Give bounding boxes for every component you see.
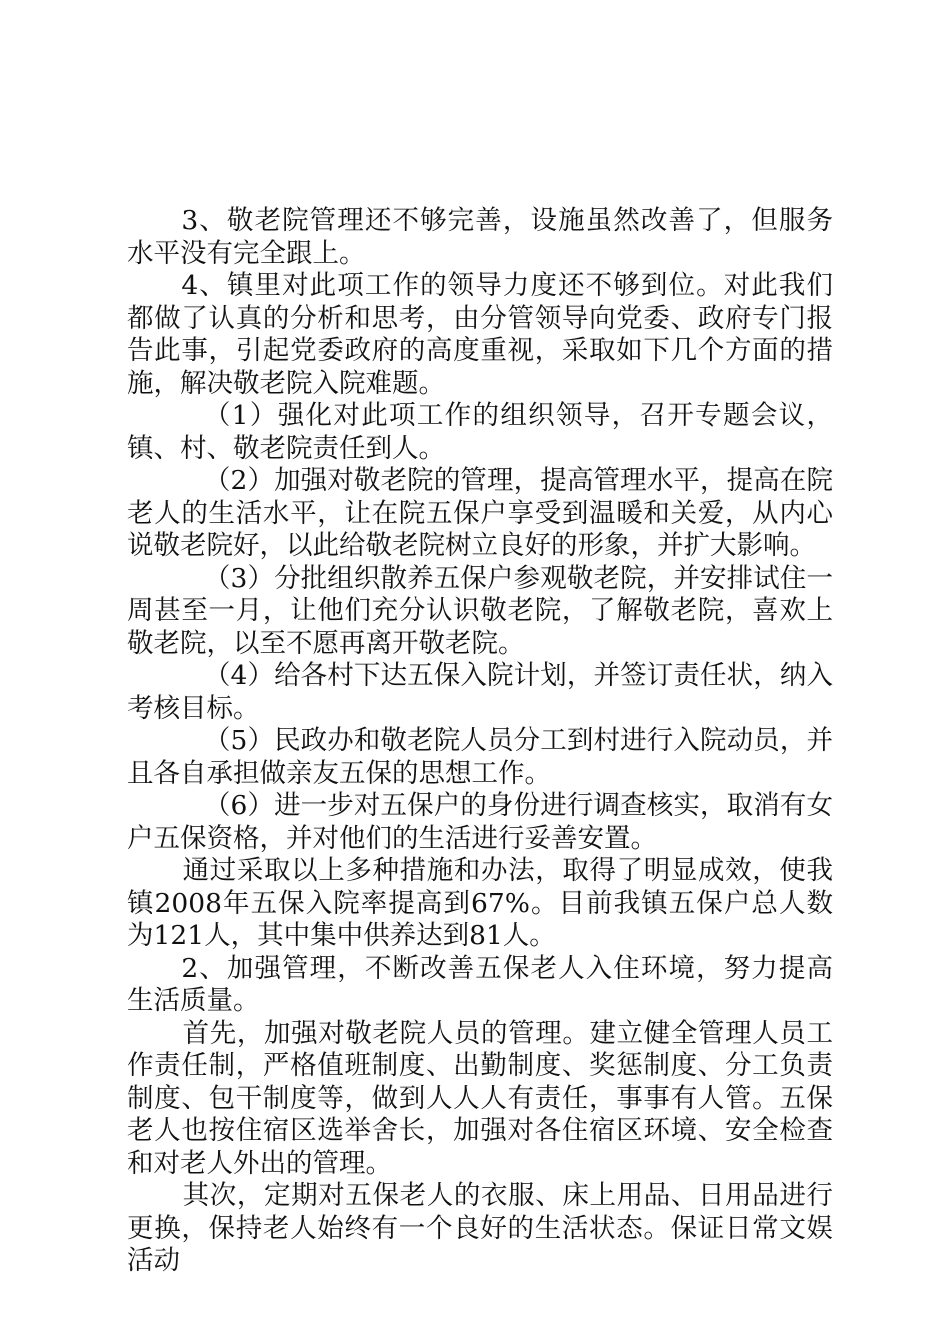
paragraph-staff-management: 首先，加强对敬老院人员的管理。建立健全管理人员工作责任制，严格值班制度、出勤制度、奖惩制度、分工负责制度、包干制度等，做到人人人有责任，事事有人管。五保老人也按住宿区选举舍长，加强对各住宿区环境、安全检查和对老人外出的管理。 — [127, 1017, 833, 1179]
paragraph-measure-6: （6）进一步对五保户的身份进行调查核实，取消有女户五保资格，并对他们的生活进行妥善安置。 — [127, 790, 833, 854]
paragraph-measure-4: （4）给各村下达五保入院计划，并签订责任状，纳入考核目标。 — [127, 660, 833, 724]
paragraph-management-issue: 3、敬老院管理还不够完善，设施虽然改善了，但服务水平没有完全跟上。 — [127, 205, 833, 269]
document-page — [127, 205, 833, 1278]
paragraph-section-2-heading: 2、加强管理，不断改善五保老人入住环境，努力提高生活质量。 — [127, 952, 833, 1016]
paragraph-measure-1: （1）强化对此项工作的组织领导，召开专题会议，镇、村、敬老院责任到人。 — [127, 400, 833, 464]
paragraph-living-conditions: 其次，定期对五保老人的衣服、床上用品、日用品进行更换，保持老人始终有一个良好的生活状态。保证日常文娱活动 — [127, 1180, 833, 1276]
paragraph-results: 通过采取以上多种措施和办法，取得了明显成效，使我镇2008年五保入院率提高到67%。目前我镇五保户总人数为121人，其中集中供养达到81人。 — [127, 855, 833, 951]
paragraph-leadership-issue: 4、镇里对此项工作的领导力度还不够到位。对此我们都做了认真的分析和思考，由分管领导向党委、政府专门报告此事，引起党委政府的高度重视，采取如下几个方面的措施，解决敬老院入院难题。 — [127, 270, 833, 399]
paragraph-measure-5: （5）民政办和敬老院人员分工到村进行入院动员，并且各自承担做亲友五保的思想工作。 — [127, 725, 833, 789]
paragraph-measure-2: （2）加强对敬老院的管理，提高管理水平，提高在院老人的生活水平，让在院五保户享受到温暖和关爱，从内心说敬老院好，以此给敬老院树立良好的形象，并扩大影响。 — [127, 465, 833, 561]
paragraph-measure-3: （3）分批组织散养五保户参观敬老院，并安排试住一周甚至一月，让他们充分认识敬老院，了解敬老院，喜欢上敬老院，以至不愿再离开敬老院。 — [127, 562, 833, 659]
